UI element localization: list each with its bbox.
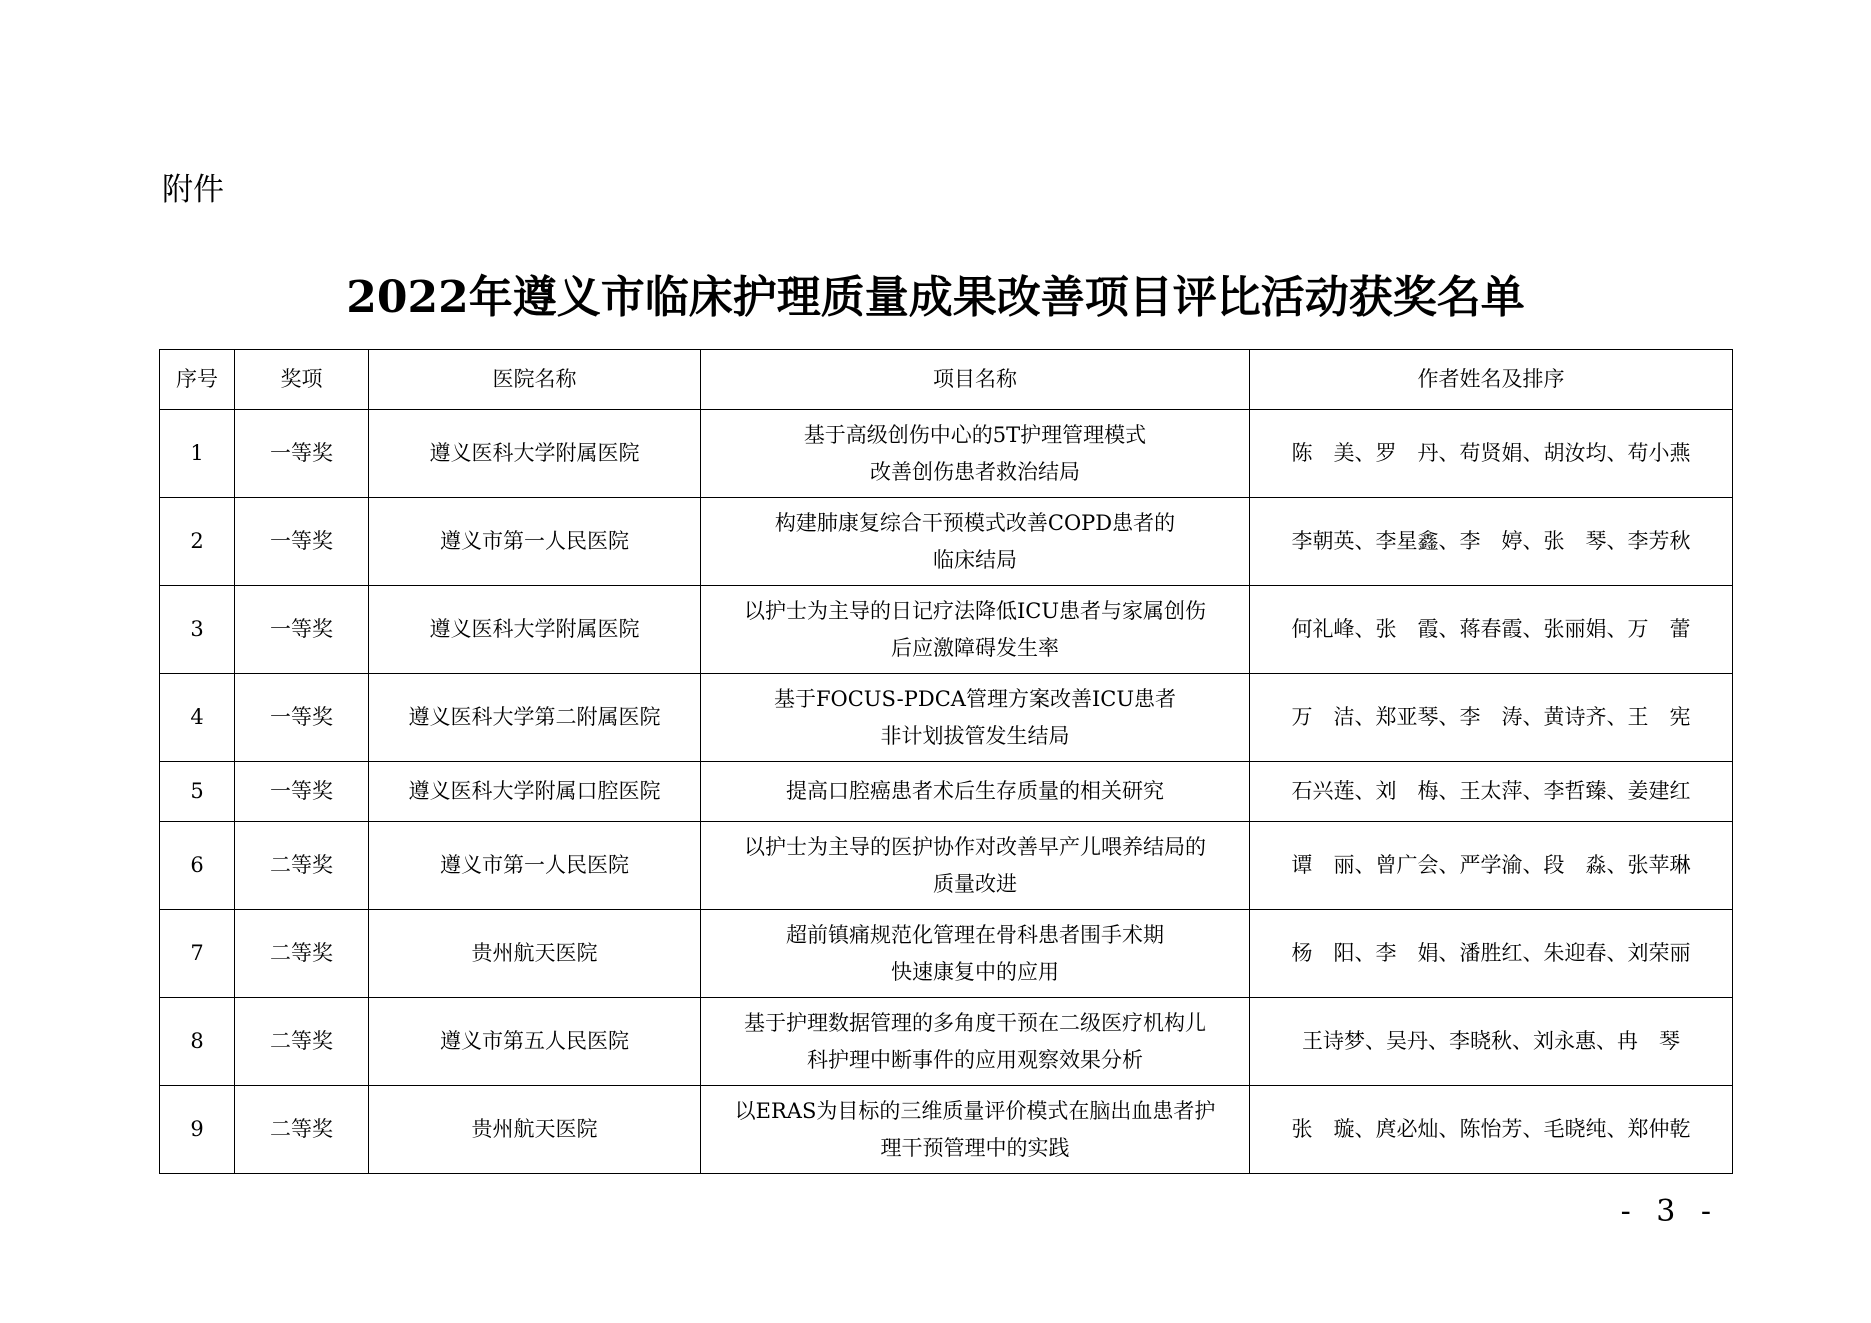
cell-hospital: 遵义医科大学第二附属医院 <box>369 674 701 762</box>
table-row <box>160 498 1733 586</box>
cell-authors: 石兴莲、刘 梅、王太萍、李哲臻、姜建红 <box>1250 762 1733 822</box>
table-row <box>160 410 1733 498</box>
cell-serial: 8 <box>160 998 235 1086</box>
cell-serial: 2 <box>160 498 235 586</box>
project-name-line: 质量改进 <box>933 871 1017 896</box>
project-name-line: 理干预管理中的实践 <box>880 1135 1070 1160</box>
table-header-row <box>160 350 1733 410</box>
table-row <box>160 762 1733 822</box>
cell-serial: 3 <box>160 586 235 674</box>
project-name-line: 提高口腔癌患者术后生存质量的相关研究 <box>786 779 1164 803</box>
cell-award: 二等奖 <box>235 1086 369 1174</box>
cell-hospital: 贵州航天医院 <box>369 910 701 998</box>
header-hospital: 医院名称 <box>369 350 701 410</box>
project-name-line: 后应激障碍发生率 <box>891 635 1059 660</box>
awards-table <box>159 349 1733 1174</box>
cell-authors: 王诗梦、吴丹、李晓秋、刘永惠、冉 琴 <box>1250 998 1733 1086</box>
cell-award: 一等奖 <box>235 674 369 762</box>
cell-authors: 万 洁、郑亚琴、李 涛、黄诗齐、王 宪 <box>1250 674 1733 762</box>
cell-project <box>701 822 1250 910</box>
cell-hospital: 遵义市第一人民医院 <box>369 498 701 586</box>
cell-award: 一等奖 <box>235 410 369 498</box>
cell-project <box>701 910 1250 998</box>
project-name-line: 以护士为主导的日记疗法降低ICU患者与家属创伤 <box>743 598 1207 623</box>
project-name-line: 科护理中断事件的应用观察效果分析 <box>807 1047 1143 1072</box>
cell-hospital: 遵义医科大学附属医院 <box>369 410 701 498</box>
project-name-line: 以ERAS为目标的三维质量评价模式在脑出血患者护 <box>734 1098 1216 1123</box>
cell-hospital: 遵义医科大学附属口腔医院 <box>369 762 701 822</box>
document-title: 2022年遵义市临床护理质量成果改善项目评比活动获奖名单 <box>346 272 1525 323</box>
cell-project <box>701 762 1250 822</box>
cell-project <box>701 498 1250 586</box>
project-name-line: 基于护理数据管理的多角度干预在二级医疗机构儿 <box>744 1010 1206 1035</box>
cell-serial: 1 <box>160 410 235 498</box>
table-row <box>160 586 1733 674</box>
cell-serial: 7 <box>160 910 235 998</box>
table-row <box>160 674 1733 762</box>
header-serial: 序号 <box>160 350 235 410</box>
cell-hospital: 遵义医科大学附属医院 <box>369 586 701 674</box>
table-row <box>160 1086 1733 1174</box>
cell-hospital: 贵州航天医院 <box>369 1086 701 1174</box>
cell-award: 二等奖 <box>235 822 369 910</box>
project-name-line: 基于FOCUS-PDCA管理方案改善ICU患者 <box>773 686 1177 711</box>
cell-project <box>701 586 1250 674</box>
cell-serial: 5 <box>160 762 235 822</box>
table-row <box>160 910 1733 998</box>
header-project: 项目名称 <box>701 350 1250 410</box>
table-row <box>160 822 1733 910</box>
project-name-line: 超前镇痛规范化管理在骨科患者围手术期 <box>786 922 1164 947</box>
page-number: - 3 - <box>1620 1194 1719 1229</box>
cell-authors: 陈 美、罗 丹、苟贤娟、胡汝均、苟小燕 <box>1250 410 1733 498</box>
cell-award: 一等奖 <box>235 498 369 586</box>
cell-project <box>701 998 1250 1086</box>
cell-award: 一等奖 <box>235 762 369 822</box>
cell-award: 二等奖 <box>235 910 369 998</box>
cell-authors: 何礼峰、张 霞、蒋春霞、张丽娟、万 蕾 <box>1250 586 1733 674</box>
header-award: 奖项 <box>235 350 369 410</box>
cell-serial: 6 <box>160 822 235 910</box>
cell-authors: 李朝英、李星鑫、李 婷、张 琴、李芳秋 <box>1250 498 1733 586</box>
cell-serial: 4 <box>160 674 235 762</box>
cell-project <box>701 674 1250 762</box>
cell-authors: 杨 阳、李 娟、潘胜红、朱迎春、刘荣丽 <box>1250 910 1733 998</box>
cell-serial: 9 <box>160 1086 235 1174</box>
project-name-line: 改善创伤患者救治结局 <box>870 459 1080 484</box>
project-name-line: 非计划拔管发生结局 <box>880 723 1070 748</box>
header-authors: 作者姓名及排序 <box>1250 350 1733 410</box>
table-row <box>160 998 1733 1086</box>
cell-hospital: 遵义市第一人民医院 <box>369 822 701 910</box>
project-name-line: 基于高级创伤中心的5T护理管理模式 <box>803 422 1147 447</box>
cell-project <box>701 1086 1250 1174</box>
cell-award: 二等奖 <box>235 998 369 1086</box>
cell-hospital: 遵义市第五人民医院 <box>369 998 701 1086</box>
cell-project <box>701 410 1250 498</box>
project-name-line: 以护士为主导的医护协作对改善早产儿喂养结局的 <box>744 834 1206 859</box>
cell-award: 一等奖 <box>235 586 369 674</box>
project-name-line: 快速康复中的应用 <box>891 959 1059 984</box>
attachment-label: 附件 <box>162 172 224 208</box>
project-name-line: 构建肺康复综合干预模式改善COPD患者的 <box>774 510 1176 535</box>
cell-authors: 张 璇、庹必灿、陈怡芳、毛晓纯、郑仲乾 <box>1250 1086 1733 1174</box>
project-name-line: 临床结局 <box>933 547 1017 572</box>
cell-authors: 谭 丽、曾广会、严学渝、段 淼、张苹琳 <box>1250 822 1733 910</box>
